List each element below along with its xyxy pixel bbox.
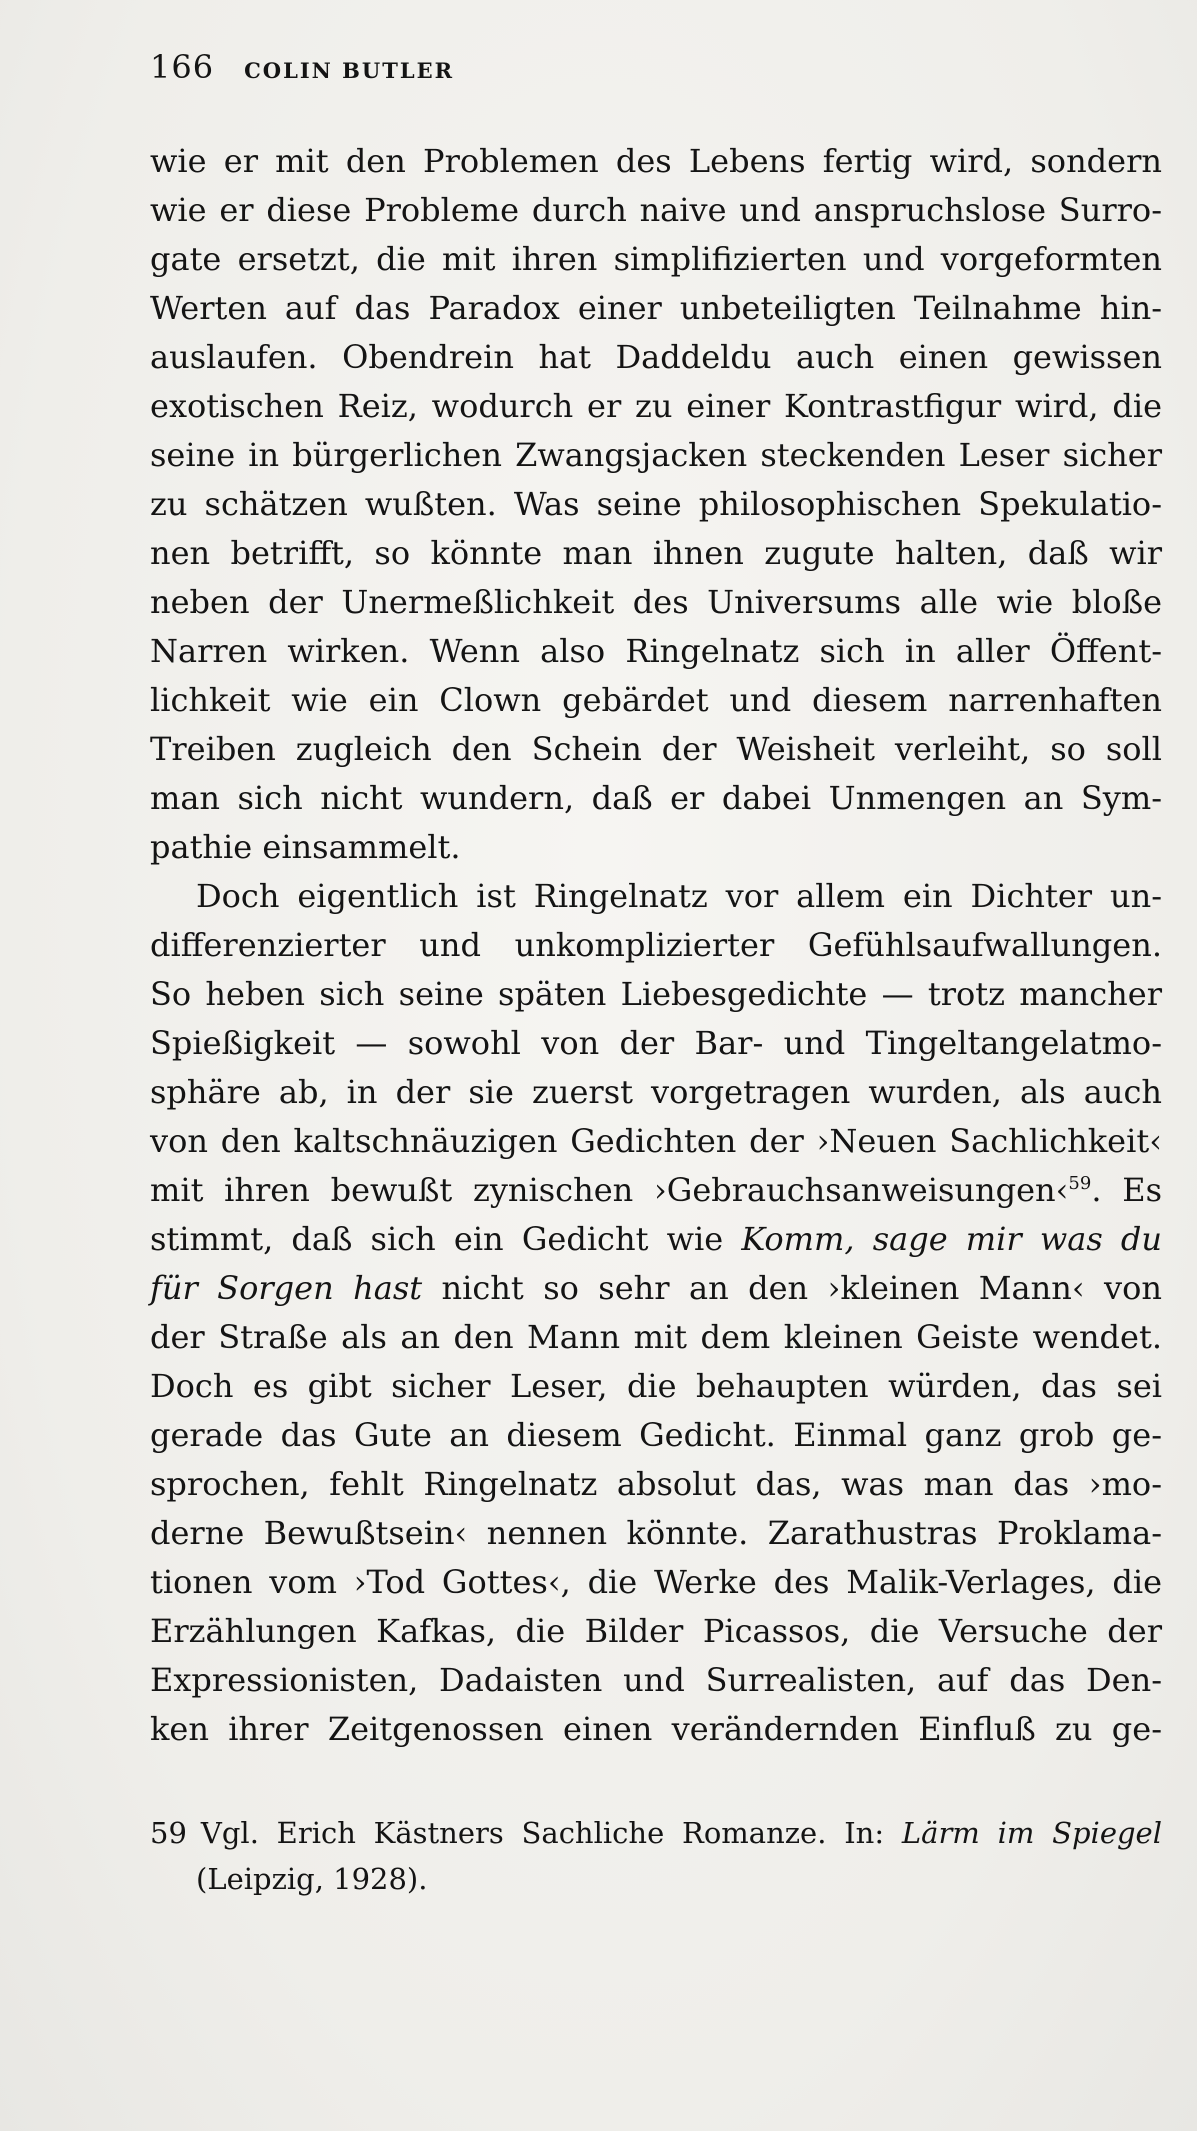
text-line: Erzählungen Kafkas, die Bilder Picassos, die Versuche der: [150, 1612, 1162, 1650]
text-line: exotischen Reiz, wodurch er zu einer Kontrastfigur wird, die: [150, 387, 1162, 425]
line-text: mit ihren bewußt zynischen ›Gebrauchsanweisungen‹: [150, 1171, 1069, 1209]
text-line: gerade das Gute an diesem Gedicht. Einmal ganz grob ge-: [150, 1416, 1162, 1454]
footnote-reference: 59: [1068, 1173, 1092, 1194]
text-line: wie er mit den Problemen des Lebens fertig wird, sondern: [150, 142, 1162, 180]
text-line: [150, 1215, 1162, 1264]
text-line: sprochen, fehlt Ringelnatz absolut das, was man das ›mo-: [150, 1465, 1162, 1503]
text-line: tionen vom ›Tod Gottes‹, die Werke des Malik-Verlages, die: [150, 1563, 1162, 1601]
text-line: So heben sich seine späten Liebesgedichte — trotz mancher: [150, 975, 1162, 1013]
footnote-line: [150, 1810, 1162, 1856]
line-text: nicht so sehr an den ›kleinen Mann‹ von: [422, 1269, 1162, 1307]
text-line: neben der Unermeßlichkeit des Universums alle wie bloße: [150, 583, 1162, 621]
footnote-line: (Leipzig, 1928).: [196, 1862, 428, 1896]
text-line: Doch es gibt sicher Leser, die behaupten würden, das sei: [150, 1367, 1162, 1405]
text-line: pathie einsammelt.: [150, 828, 461, 866]
text-line: der Straße als an den Mann mit dem kleinen Geiste wendet.: [150, 1318, 1162, 1356]
text-line: lichkeit wie ein Clown gebärdet und diesem narrenhaften: [150, 681, 1162, 719]
line-text: stimmt, daß sich ein Gedicht wie: [150, 1220, 742, 1258]
text-line: differenzierter und unkomplizierter Gefühlsaufwallungen.: [150, 926, 1162, 964]
text-line: derne Bewußtsein‹ nennen könnte. Zarathustras Proklama-: [150, 1514, 1162, 1552]
page-number: 166: [150, 48, 215, 86]
text-line: seine in bürgerlichen Zwangsjacken steckenden Leser sicher: [150, 436, 1162, 474]
text-line: wie er diese Probleme durch naive und anspruchslose Surro-: [150, 191, 1162, 229]
text-line: Expressionisten, Dadaisten und Surrealisten, auf das Den-: [150, 1661, 1162, 1699]
footnote-text: Vgl. Erich Kästners Sachliche Romanze. In:: [200, 1816, 902, 1850]
text-line: Werten auf das Paradox einer unbeteiligten Teilnahme hin-: [150, 289, 1162, 327]
text-line: Spießigkeit — sowohl von der Bar- und Tingeltangelatmo-: [150, 1024, 1162, 1062]
text-line: Doch eigentlich ist Ringelnatz vor allem ein Dichter un-: [196, 877, 1162, 915]
footnote-book-title: Lärm im Spiegel: [901, 1816, 1162, 1850]
poem-title-italic: für Sorgen hast: [150, 1269, 423, 1307]
text-line: [150, 1166, 1162, 1215]
text-line: [150, 1264, 1162, 1313]
line-text: . Es: [1091, 1171, 1163, 1209]
text-line: auslaufen. Obendrein hat Daddeldu auch einen gewissen: [150, 338, 1162, 376]
text-line: Treiben zugleich den Schein der Weisheit verleiht, so soll: [150, 730, 1162, 768]
footnote-number: 59: [150, 1816, 187, 1850]
running-title: COLIN BUTLER: [244, 58, 455, 83]
text-line: Narren wirken. Wenn also Ringelnatz sich in aller Öffent-: [150, 632, 1162, 670]
text-line: gate ersetzt, die mit ihren simplifizierten und vorgeformten: [150, 240, 1162, 278]
text-line: ken ihrer Zeitgenossen einen verändernden Einfluß zu ge-: [150, 1710, 1162, 1748]
footnote: [150, 1810, 1162, 1902]
running-head: [150, 48, 454, 88]
body-text: [150, 137, 1162, 1754]
text-line: zu schätzen wußten. Was seine philosophischen Spekulatio-: [150, 485, 1162, 523]
text-line: sphäre ab, in der sie zuerst vorgetragen wurden, als auch: [150, 1073, 1162, 1111]
text-line: nen betrifft, so könnte man ihnen zugute halten, daß wir: [150, 534, 1162, 572]
poem-title-italic: Komm, sage mir was du: [741, 1220, 1163, 1258]
text-line: von den kaltschnäuzigen Gedichten der ›Neuen Sachlichkeit‹: [150, 1122, 1162, 1160]
text-line: man sich nicht wundern, daß er dabei Unmengen an Sym-: [150, 779, 1162, 817]
